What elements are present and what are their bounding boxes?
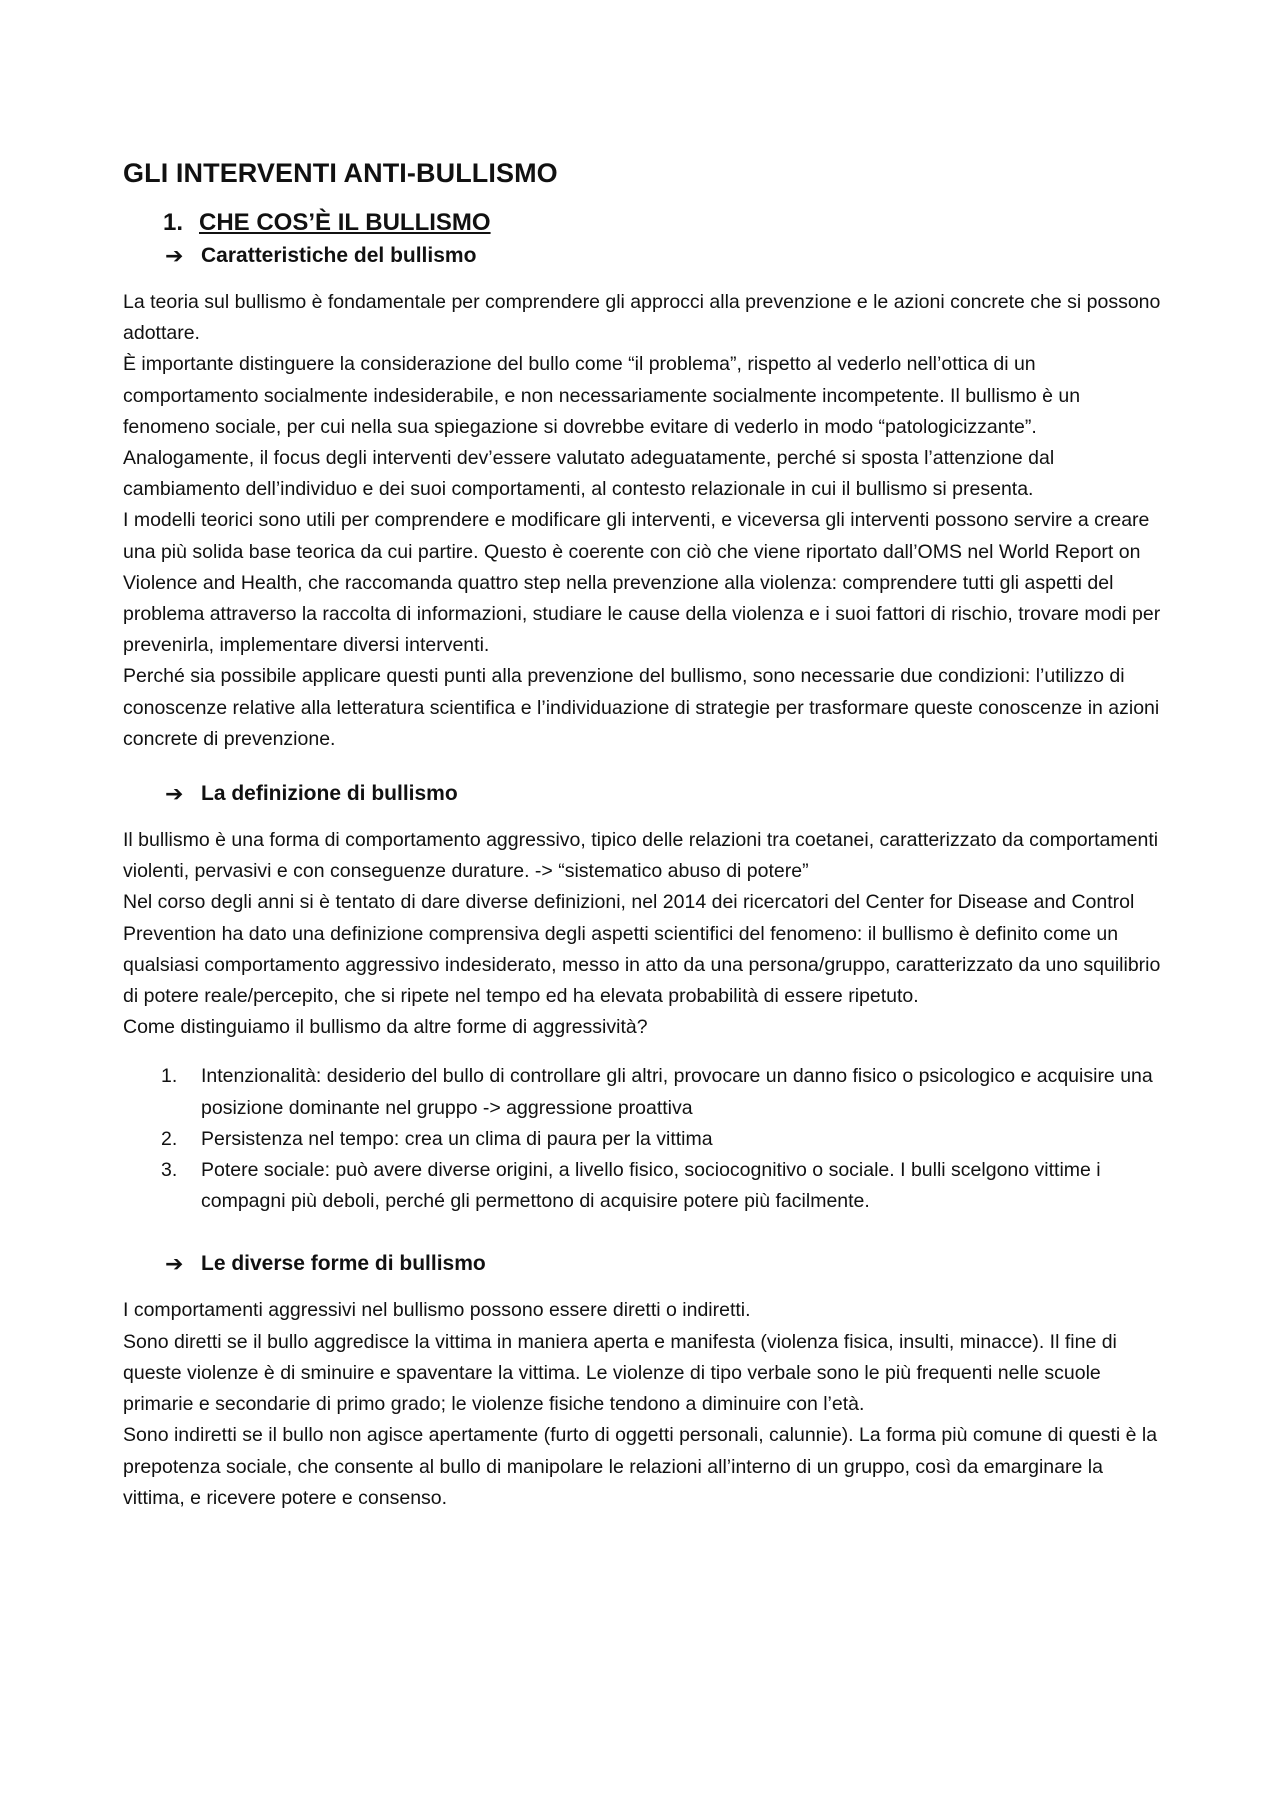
arrow-right-icon: ➔: [165, 1251, 184, 1277]
paragraph: Sono indiretti se il bullo non agisce apertamente (furto di oggetti personali, calunnie). La forma più comune di questi è la prepotenza sociale, che consente al bullo di manipolare le relazioni all’interno di un gruppo, così da emarginare la vittima, e ricevere potere e consenso.: [123, 1424, 1158, 1509]
subheading-label: Le diverse forme di bullismo: [201, 1252, 486, 1276]
paragraph: Nel corso degli anni si è tentato di dare diverse definizioni, nel 2014 dei ricercatori del Center for Disease and Control Prevention ha dato una definizione comprensiva degli aspetti scientifici del fenomeno: il bullismo è definito come un qualsiasi comportamento aggressivo indesiderato, messo in atto da una persona/gruppo, caratterizzato da uno squilibrio di potere reale/percepito, che si ripete nel tempo ed ha elevata probabilità di essere ripetuto.: [123, 891, 1161, 1008]
paragraph: La teoria sul bullismo è fondamentale per comprendere gli approcci alla prevenzione e le azioni concrete che si possono adottare.: [123, 291, 1161, 345]
list-item: [123, 1155, 1168, 1217]
list-item-text: Potere sociale: può avere diverse origini, a livello fisico, sociocognitivo o sociale. I bulli scelgono vittime i compagni più deboli, perché gli permettono di acquisire potere più facilmente.: [201, 1159, 1101, 1213]
paragraph-block: [123, 1295, 1168, 1513]
section-heading: [123, 209, 1168, 237]
list-item-number: 2.: [161, 1127, 178, 1150]
paragraph: I modelli teorici sono utili per comprendere e modificare gli interventi, e viceversa gli interventi possono servire a creare una più solida base teorica da cui partire. Questo è coerente con ciò che viene riportato dall’OMS nel World Report on Violence and Health, che raccomanda quattro step nella prevenzione alla violenza: comprendere tutti gli aspetti del problema attraverso la raccolta di informazioni, studiare le cause della violenza e i suoi fattori di rischio, trovare modi per prevenirla, implementare diversi interventi.: [123, 509, 1161, 657]
arrow-right-icon: ➔: [165, 243, 184, 268]
list-item: [123, 1124, 1168, 1155]
list-item-text: Persistenza nel tempo: crea un clima di paura per la vittima: [201, 1127, 713, 1150]
paragraph: Il bullismo è una forma di comportamento aggressivo, tipico delle relazioni tra coetanei, caratterizzato da comportamenti violenti, pervasivi e con conseguenze durature. -> “sistematico abuso di potere”: [123, 829, 1159, 883]
list-item-number: 1.: [161, 1065, 178, 1088]
document-title: GLI INTERVENTI ANTI-BULLISMO: [123, 158, 558, 188]
list-item-text: Intenzionalità: desiderio del bullo di controllare gli altri, provocare un danno fisico o psicologico e acquisire una posizione dominante nel gruppo -> aggressione proattiva: [201, 1065, 1153, 1119]
paragraph: È importante distinguere la considerazione del bullo come “il problema”, rispetto al vederlo nell’ottica di un comportamento socialmente indesiderabile, e non necessariamente socialmente incompetente. Il bullismo è un fenomeno sociale, per cui nella sua spiegazione si dovrebbe evitare di vederlo in modo “patologicizzante”. Analogamente, il focus degli interventi dev’essere valutato adeguatamente, perché si sposta l’attenzione dal cambiamento dell’individuo e dei suoi comportamenti, al contesto relazionale in cui il bullismo si presenta.: [123, 353, 1081, 501]
arrow-right-icon: ➔: [165, 781, 184, 807]
subheading-definizione: [123, 781, 1168, 807]
document-page: [123, 158, 1168, 1540]
paragraph-block: [123, 287, 1168, 755]
list-item-number: 3.: [161, 1159, 178, 1182]
paragraph: Perché sia possibile applicare questi punti alla prevenzione del bullismo, sono necessarie due condizioni: l’utilizzo di conoscenze relative alla letteratura scientifica e l’individuazione di strategie per trasformare queste conoscenze in azioni concrete di prevenzione.: [123, 665, 1160, 750]
subheading-forme: [123, 1251, 1168, 1277]
paragraph-block: [123, 825, 1168, 1043]
section-number: 1.: [163, 209, 184, 236]
numbered-list: [123, 1061, 1168, 1217]
paragraph: Sono diretti se il bullo aggredisce la vittima in maniera aperta e manifesta (violenza fisica, insulti, minacce). Il fine di queste violenze è di sminuire e spaventare la vittima. Le violenze di tipo verbale sono le più frequenti nelle scuole primarie e secondarie di primo grado; le violenze fisiche tendono a diminuire con l’età.: [123, 1330, 1117, 1416]
subheading-caratteristiche: [123, 243, 1168, 269]
subheading-label: Caratteristiche del bullismo: [201, 244, 477, 267]
section-title: CHE COS’È IL BULLISMO: [199, 209, 491, 236]
list-item: [123, 1061, 1168, 1123]
paragraph: I comportamenti aggressivi nel bullismo possono essere diretti o indiretti.: [123, 1299, 751, 1322]
paragraph: Come distinguiamo il bullismo da altre forme di aggressività?: [123, 1016, 648, 1039]
subheading-label: La definizione di bullismo: [201, 782, 458, 806]
